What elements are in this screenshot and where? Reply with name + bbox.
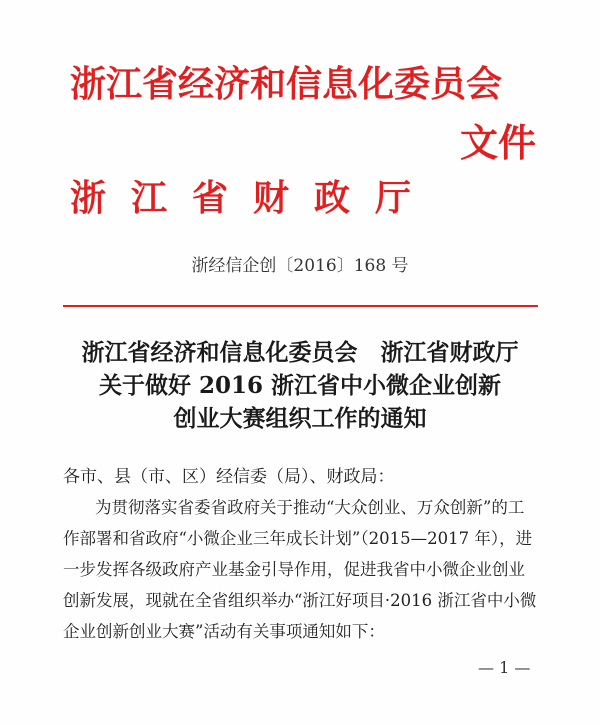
body-line: 一步发挥各级政府产业基金引导作用，促进我省中小微企业创业 — [63, 560, 525, 579]
salutation: 各市、县（市、区）经信委（局）、财政局： — [63, 467, 395, 487]
body-line: 企业创新创业大赛”活动有关事项通知如下： — [63, 622, 385, 641]
title-line-3: 创业大赛组织工作的通知 — [173, 405, 427, 432]
issuer-line-1: 浙江省经济和信息化委员会 — [70, 63, 503, 105]
body-line: 为贯彻落实省委省政府关于推动“大众创业、万众创新”的工 — [95, 498, 525, 517]
body-line: 创新发展，现就在全省组织举办“浙江好项目·2016 浙江省中小微 — [63, 591, 537, 610]
page-number: — 1 — — [478, 658, 531, 677]
title-line-2: 关于做好 2016 浙江省中小微企业创新 — [98, 372, 502, 399]
issuer-line-2: 浙江省财政厅 — [70, 177, 437, 219]
title-line-1: 浙江省经济和信息化委员会 浙江省财政厅 — [81, 339, 519, 366]
document-number: 浙经信企创〔2016〕168 号 — [191, 256, 409, 276]
red-divider — [63, 305, 538, 307]
body-line: 作部署和省政府“小微企业三年成长计划”（2015—2017 年），进 — [63, 529, 533, 548]
document-word: 文件 — [460, 120, 537, 165]
